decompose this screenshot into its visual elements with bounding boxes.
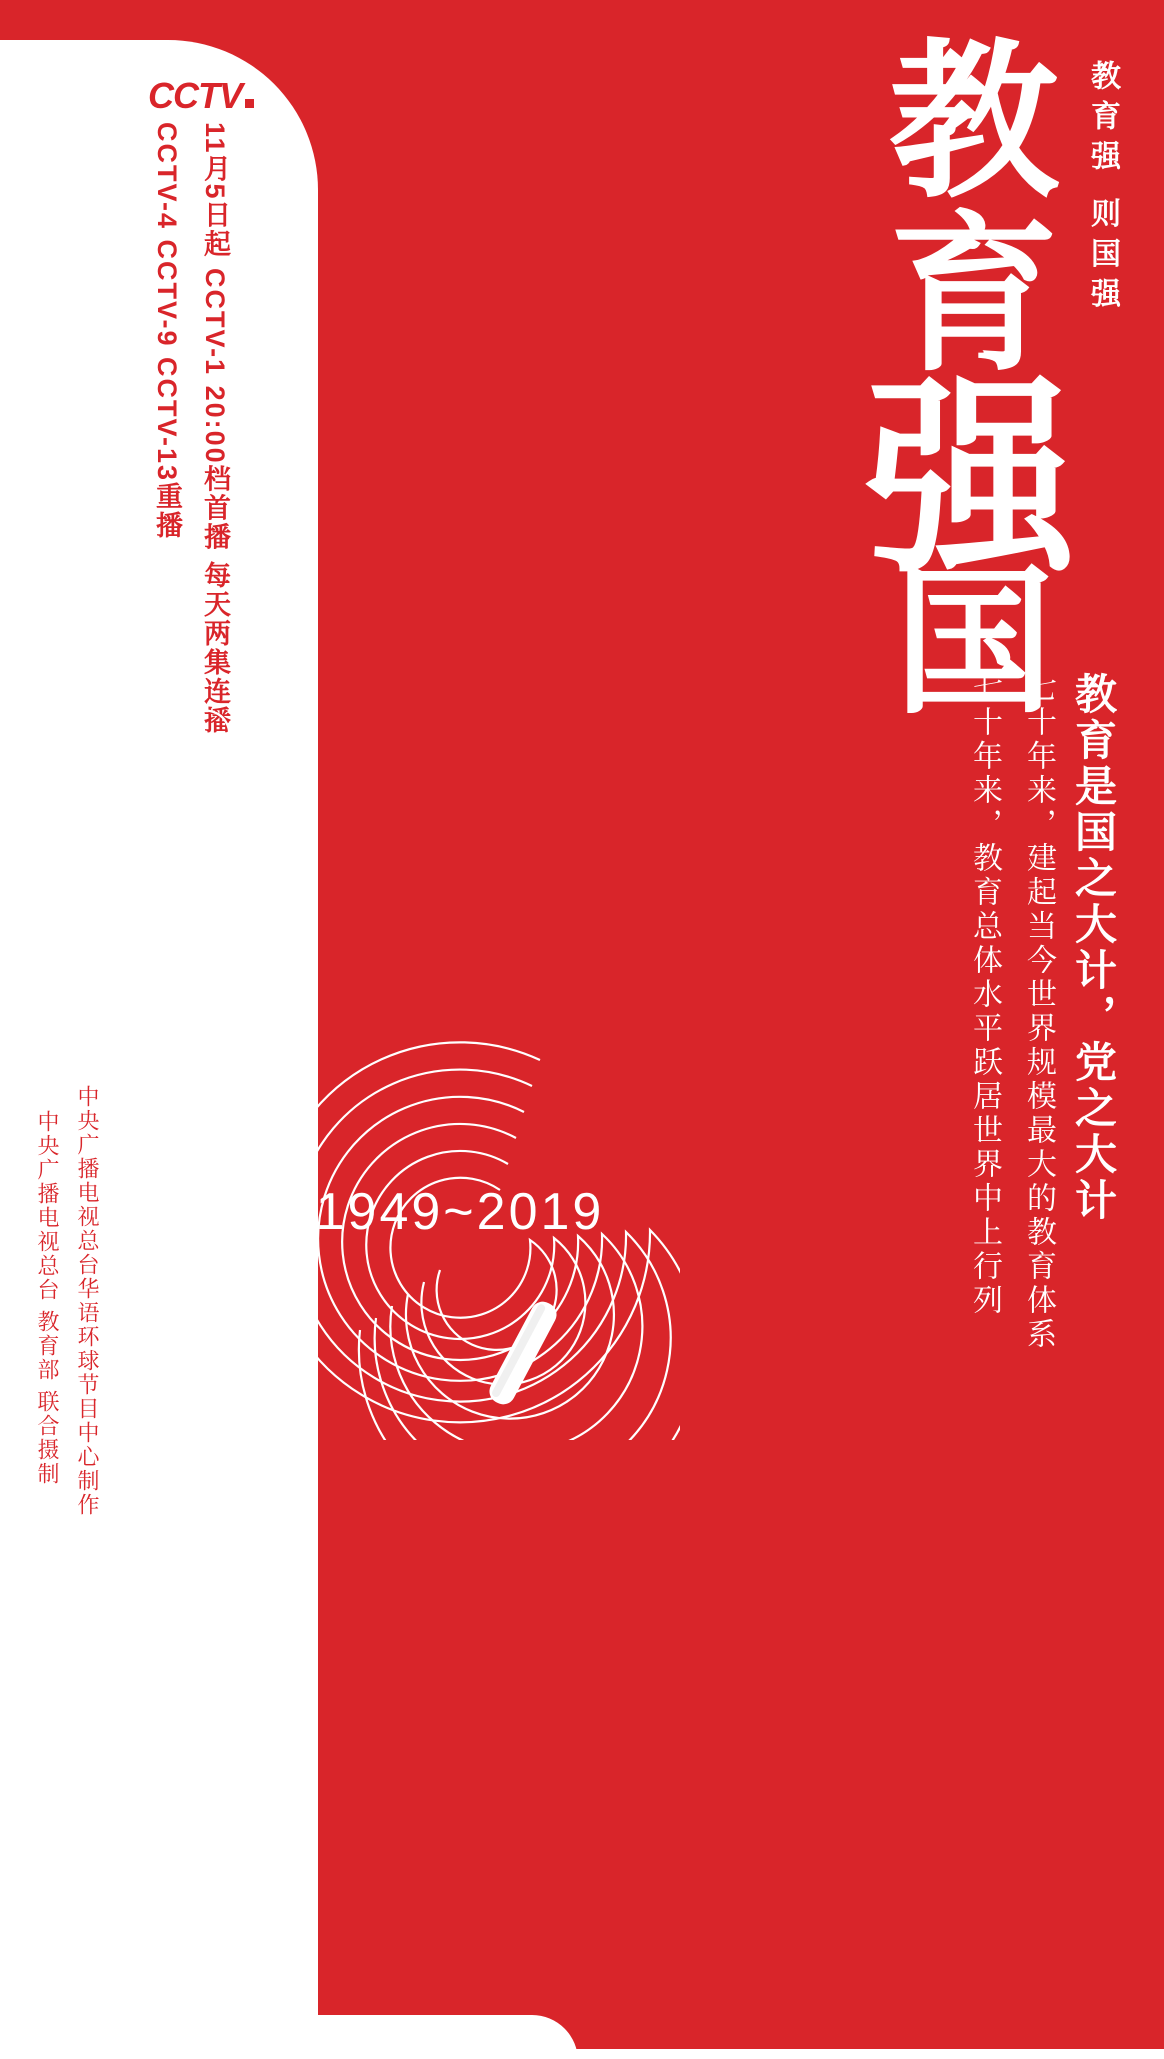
corner-lines-decoration [0, 700, 250, 1040]
title-char-3: 强 [865, 365, 1076, 598]
year-range: 1949~2019 [315, 1183, 605, 1241]
title-char-4: 国 [893, 554, 1054, 733]
bottom-white-strip [0, 2049, 1164, 2059]
broadcast-schedule-line-2: CCTV-4 CCTV-9 CCTV-13重播 [152, 122, 182, 541]
poster-title [865, 30, 1076, 733]
credits-line-1: 中央广播电视总台华语环球节目中心制作 [75, 1085, 100, 1517]
description-main: 教育是国之大计，党之大计 [1069, 672, 1115, 1224]
top-slogan: 教育强 则国强 [1086, 60, 1119, 318]
title-char-2: 育 [888, 203, 1059, 392]
cctv-logo-text: CCTV [148, 75, 242, 116]
description-line-2: 七十年来，建起当今世界规模最大的教育体系 [1022, 672, 1055, 1352]
title-char-1: 教 [888, 30, 1059, 218]
cctv-logo [148, 75, 254, 116]
cctv-logo-dot [245, 99, 254, 108]
broadcast-schedule-line-1: 11月5日起 CCTV-1 20:00档首播 每天两集连播 [200, 122, 230, 736]
credits-line-2: 中央广播电视总台 教育部 联合摄制 [35, 1110, 60, 1487]
description-line-3: 七十年来，教育总体水平跃居世界中上行列 [968, 672, 1001, 1318]
